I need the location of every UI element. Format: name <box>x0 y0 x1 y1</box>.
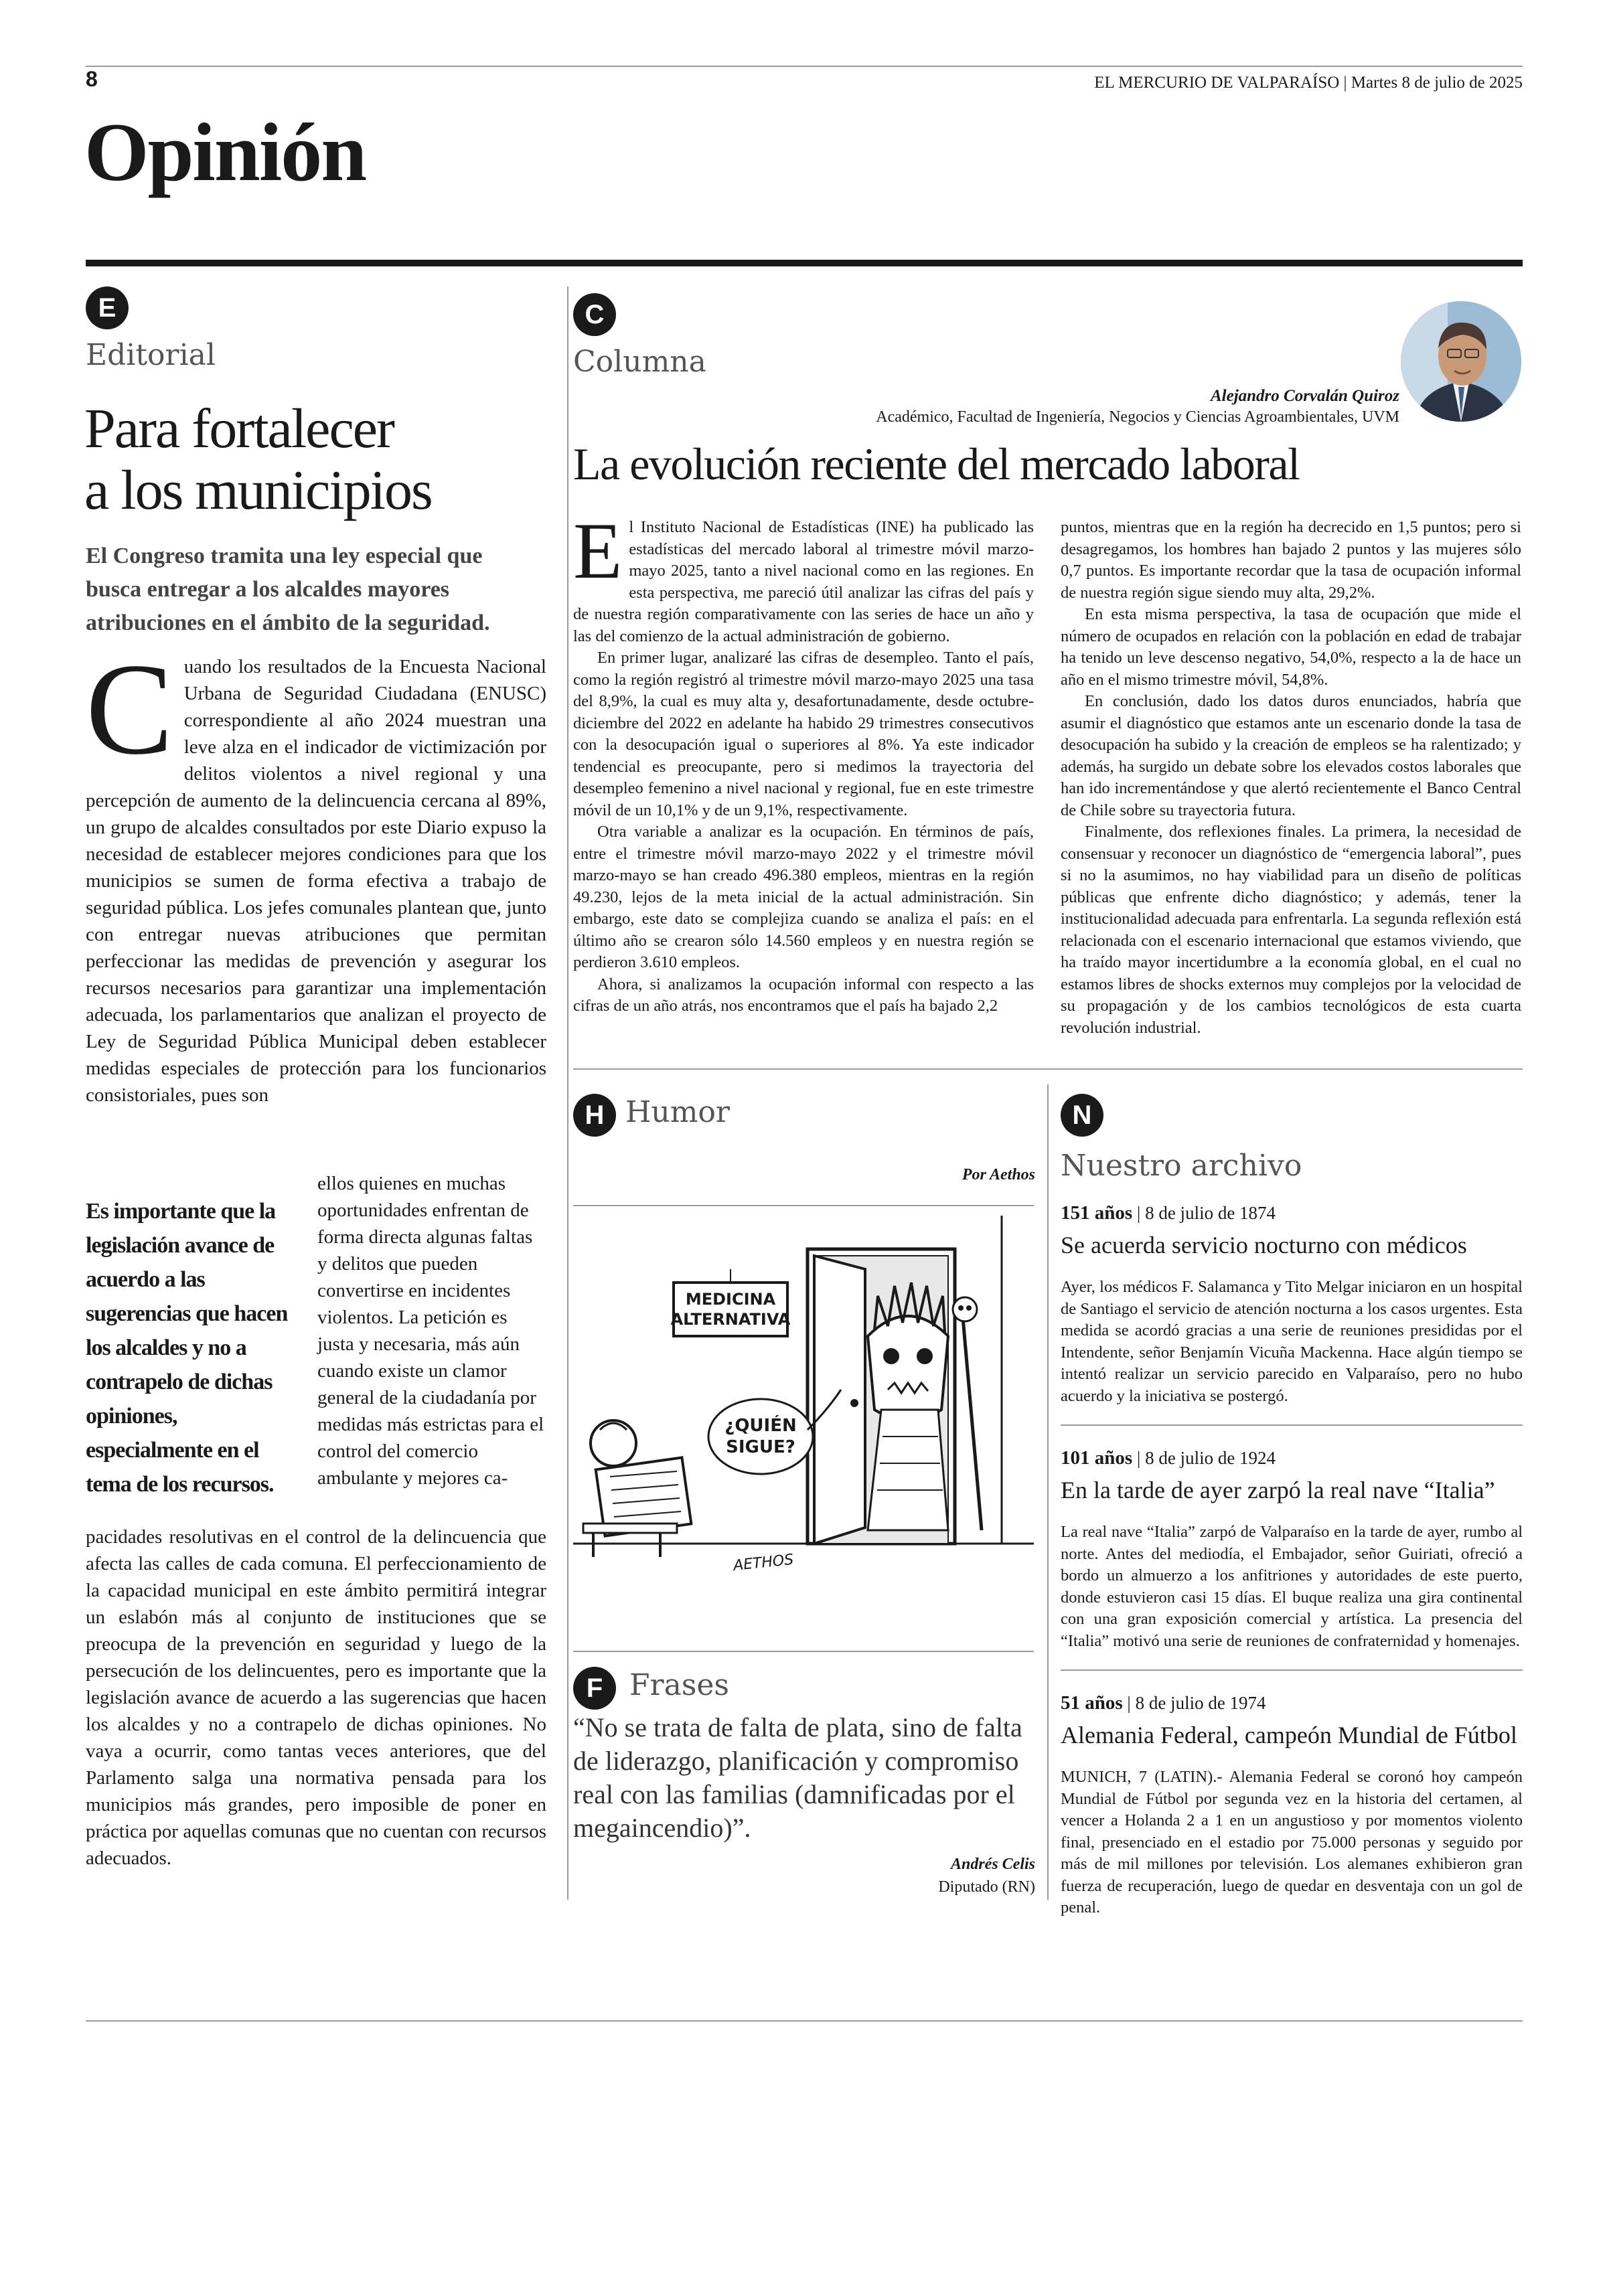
editorial-deck: El Congreso tramita una ley especial que busca entregar a los alcaldes mayores atribuciones en el ámbito de la seguridad. <box>86 544 490 635</box>
page-bottom-rule <box>86 2020 1523 2022</box>
archive-text: Ayer, los médicos F. Salamanca y Tito Melgar iniciaron en un hospital de Santiago el servicio de atención nocturna a los casos urgentes. Esta medida se acordó gracias a una serie de reuniones presididas por el Intendente, señor Benjamín Vicuña Mackenna. Hace algún tiempo se intentó realizar un servicio parecido en Valparaíso, pero no hubo acuerdo y la iniciativa se postergó. <box>1061 1278 1523 1405</box>
humor-label: Humor <box>625 1095 730 1129</box>
svg-text:AETHOS: AETHOS <box>733 1551 795 1574</box>
humor-credit: Por Aethos <box>962 1166 1035 1183</box>
cartoon-top-rule <box>573 1205 1034 1206</box>
column-paragraph: puntos, mientras que en la región ha decrecido en 1,5 puntos; pero si desagregamos, los hombres han bajado 2 puntos y las mujeres sólo 0,7 puntos. Es importante recordar que la tasa de ocupación informal de nuestra región sigue siendo muy alta, 29,2%. <box>1061 518 1521 602</box>
svg-text:SIGUE?: SIGUE? <box>726 1437 795 1457</box>
column-paragraph: En conclusión, dado los datos duros enunciados, habría que asumir el diagnóstico que estamos ante un escenario donde la tasa de desocupación ha subido y la creación de empleos se ha ralentizado; y además, ha surgido un debate sobre los elevados costos laborales que han ido incrementándose y que alertó recientemente el Banco Central de Chile sobre su trayectoria futura. <box>1061 692 1521 819</box>
archive-title: En la tarde de ayer zarpó la real nave “Italia” <box>1061 1477 1495 1503</box>
issue-date: Martes 8 de julio de 2025 <box>1351 74 1523 92</box>
archive-item-3: 51 años | 8 de julio de 1974 Alemania Federal, campeón Mundial de Fútbol MUNICH, 7 (LATIN).- Alemania Federal se coronó hoy campeón Mundial de Fútbol por segunda vez en la historia del certamen, al vencer a Holanda 2 a 1 en un angustioso y por momentos violento final, presenciado en el estadio por 75.000 personas y seguido por más de mil millones por televisión. Los alemanes exhibieron gran fuerza de recuperación, luego de quedar en desventaja con un gol de penal. <box>1061 1692 1523 1919</box>
column-title: La evolución reciente del mercado laboral <box>573 438 1300 489</box>
author-portrait-icon <box>1401 301 1521 422</box>
column-paragraph: En primer lugar, analizaré las cifras de desempleo. Tanto el país, como la región registró al trimestre móvil marzo-mayo 2025 una tasa del 8,9%, la cual es muy alta y, desafortunadamente, desde octubre-diciembre del 2022 en adelante ha habido 29 trimestres consecutivos con la desocupación igual o superiores al 8%. Ya este indicador tendencial es preocupante, pero si medimos la trayectoria del desempleo femenino a nivel nacional y regional, fue en este trimestre móvil de un 10,1% y de un 9,1%, respectivamente. <box>573 649 1034 819</box>
archive-years: 51 años <box>1061 1692 1123 1714</box>
archive-item-2: 101 años | 8 de julio de 1924 En la tarde de ayer zarpó la real nave “Italia” La real nave “Italia” zarpó de Valparaíso en la tarde de ayer, rumbo al norte. Antes del mediodía, el Embajador, señor Guiriati, ofreció a bordo un almuerzo a los anfitriones y autoridades de este puerto, donde estuvieron casi 15 días. El buque realiza una gira continental con una gran exposición comercial y artística. La presencia del “Italia” motivó una serie de reuniones de confraternidad y homenajes. <box>1061 1447 1523 1652</box>
column-paragraph: En esta misma perspectiva, la tasa de ocupación que mide el número de ocupados en relación con la población en edad de trabajar ha tenido un leve descenso negativo, 54,0%, respecto a la de hace un año en el mismo trimestre móvil, 54,8%. <box>1061 605 1521 689</box>
column-badge: C <box>573 293 616 336</box>
editorial-body-beside-quote: ellos quienes en muchas oportunidades enfrentan de forma directa algunas faltas y delitos que pueden convertirse en incidentes violentos. La petición es justa y necesaria, más aún cuando existe un clamor general de la ciudadanía por medidas más estrictas para el control del comercio ambulante y mejores ca- <box>317 1173 544 1489</box>
humor-archive-divider <box>1047 1084 1049 1900</box>
editorial-pullquote: Es importante que la legislación avance de acuerdo a las sugerencias que hacen los alcaldes y no a contrapelo de dichas opiniones, especialmente en el tema de los recursos. <box>86 1199 288 1497</box>
editorial-body-intro: uando los resultados de la Encuesta Nacional Urbana de Seguridad Ciudadana (ENUSC) correspondiente al año 2024 muestran una leve alza en el indicador de victimización por delitos violentos a nivel regional y una percepción de aumento de la delincuencia cercana al 89%, un grupo de alcaldes consultados por este Diario expuso la necesidad de establecer mejores condiciones para que los municipios se sumen de forma efectiva a trabajo de seguridad pública. Los jefes comunales plantean que, junto con entregar nuevas atribuciones que permitan perfeccionar las medidas de prevención y asegurar los recursos necesarios para garantizar una implementación adecuada, los parlamentarios que analizan el proyecto de Ley de Seguridad Pública Municipal deben establecer medidas especiales de protección para los funcionarios consistoriales, pues son <box>86 656 546 1106</box>
archive-date: 8 de julio de 1874 <box>1145 1203 1276 1223</box>
archive-text: MUNICH, 7 (LATIN).- Alemania Federal se coronó hoy campeón Mundial de Fútbol por segunda vez en la historia del certamen, al vencer a Holanda 2 a 1 en un angustioso y por momentos violento final, presenciado en el estadio por 75.000 personas y seguido por más de mil millones por televisión. Los alemanes exhibieron gran fuerza de recuperación, luego de quedar en desventaja con un gol de penal. <box>1061 1768 1523 1916</box>
editorial-title-line2: a los municipios <box>84 459 432 521</box>
header-thick-rule <box>86 260 1523 266</box>
frases-label: Frases <box>629 1668 729 1702</box>
archive-divider-1 <box>1061 1424 1523 1426</box>
newspaper-name: EL MERCURIO DE VALPARAÍSO <box>1094 74 1340 92</box>
column-paragraph: Finalmente, dos reflexiones finales. La primera, la necesidad de consensuar y reconocer un diagnóstico de “emergencia laboral”, pues si no la asumimos, no hay viabilidad para un diseño de políticas públicas que enfrente dicho diagnóstico; y además, tener la institucionalidad adecuada para enfrentarla. La segunda reflexión está relacionada con el escenario internacional que estamos viviendo, que ha traído mayor incertidumbre a la economía global, en el cual no estamos libres de shocks externos muy complejos por la velocidad de su propagación y de los cambios tecnológicos de esta cuarta revolución industrial. <box>1061 823 1521 1037</box>
column-paragraph: Ahora, si analizamos la ocupación informal con respecto a las cifras de un año atrás, nos encontramos que el país ha bajado 2,2 <box>573 975 1034 1015</box>
editorial-body-top <box>86 637 546 1109</box>
frases-role: Diputado (RN) <box>938 1878 1035 1896</box>
editorial-dropcap: C <box>86 637 173 782</box>
header-top-rule <box>86 66 1523 67</box>
frases-quote: “No se trata de falta de plata, sino de falta de liderazgo, planificación y compromiso real con las familias (damnificadas por el megaincendio)”. <box>573 1712 1022 1843</box>
column-bottom-rule <box>573 1068 1523 1070</box>
editorial-body-end: pacidades resolutivas en el control de la delincuencia que afecta las calles de cada comuna. El perfeccionamiento de la capacidad municipal en este ámbito permitirá integrar un eslabón más al conjunto de instituciones que se preocupa de la prevención en seguridad y luego de la persecución de los delincuentes, pero es importante que la legislación avance de acuerdo a las sugerencias que hacen los alcaldes y no a contrapelo de dichas opiniones. No vaya a ocurrir, como tantas veces anteriores, que del Parlamento salga una normativa pensada para los municipios más grandes, pero imposible de poner en práctica por aquellas comunas que no cuentan con recursos adecuados. <box>86 1526 546 1869</box>
frases-author: Andrés Celis <box>950 1856 1035 1873</box>
archive-divider-2 <box>1061 1669 1523 1671</box>
editorial-divider <box>567 286 568 1900</box>
svg-text:ALTERNATIVA: ALTERNATIVA <box>670 1310 791 1329</box>
section-title: Opinión <box>84 106 366 198</box>
editorial-label: Editorial <box>86 338 216 372</box>
frases-badge: F <box>573 1667 616 1710</box>
column-dropcap: E <box>573 506 623 595</box>
archive-date: 8 de julio de 1924 <box>1145 1448 1276 1468</box>
svg-text:MEDICINA: MEDICINA <box>685 1290 776 1309</box>
archive-title: Alemania Federal, campeón Mundial de Fútbol <box>1061 1722 1517 1748</box>
archive-label: Nuestro archivo <box>1061 1149 1302 1183</box>
humor-badge: H <box>573 1094 616 1137</box>
archive-text: La real nave “Italia” zarpó de Valparaíso en la tarde de ayer, rumbo al norte. Antes del mediodía, el Embajador, señor Guiriati, ofreció a bordo un almuerzo a los anfitriones y autoridades de este puerto, donde estuvieron casi 15 días. El buque realiza una gira continental con una gran exposición comercial y artística. La presencia del “Italia” motivó una serie de reuniones de confraternidad y homenajes. <box>1061 1523 1523 1650</box>
humor-cartoon <box>573 1209 1034 1597</box>
archive-years: 151 años <box>1061 1202 1133 1224</box>
svg-text:¿QUIÉN: ¿QUIÉN <box>724 1416 797 1436</box>
author-photo <box>1401 301 1521 422</box>
column-paragraph: Otra variable a analizar es la ocupación. En términos de país, entre el trimestre móvil marzo-mayo 2022 y el trimestre móvil marzo-mayo se han creado 496.380 empleos, mientras en la región 49.230, lejos de la meta inicial de la actual administración. Sin embargo, este dato se complejiza cuando se analiza el país: en el último año se crearon sólo 14.560 empleos y en nuestra región se perdieron 3.610 empleos. <box>573 823 1034 971</box>
editorial-headline <box>84 398 553 521</box>
column-author: Alejandro Corvalán Quiroz <box>1210 387 1399 405</box>
archive-title: Se acuerda servicio nocturno con médicos <box>1061 1232 1467 1258</box>
archive-years: 101 años <box>1061 1447 1133 1469</box>
column-body-col2 <box>1061 517 1521 1039</box>
cartoon-drawing-icon <box>573 1209 1034 1597</box>
column-label: Columna <box>573 345 706 379</box>
header-masthead: EL MERCURIO DE VALPARAÍSO | Martes 8 de julio de 2025 <box>1094 74 1523 92</box>
column-paragraph: El Instituto Nacional de Estadísticas (INE) ha publicado las estadísticas del mercado laboral al trimestre móvil marzo-mayo 2025, tanto a nivel nacional como en las regiones. En esta perspectiva, me pareció útil analizar las cifras del país y de nuestra región comparativamente con las series de hace un año y las del comienzo de la actual administración de gobierno. <box>573 506 1034 645</box>
editorial-title-line1: Para fortalecer <box>84 398 394 460</box>
column-body-col1 <box>573 506 1034 1017</box>
column-affiliation: Académico, Facultad de Ingeniería, Negocios y Ciencias Agroambientales, UVM <box>876 408 1399 426</box>
humor-bottom-rule <box>573 1651 1034 1652</box>
archive-date: 8 de julio de 1974 <box>1135 1693 1266 1713</box>
editorial-badge: E <box>86 286 129 329</box>
page-number: 8 <box>86 67 98 91</box>
archive-badge: N <box>1061 1094 1103 1137</box>
archive-item-1: 151 años | 8 de julio de 1874 Se acuerda servicio nocturno con médicos Ayer, los médicos F. Salamanca y Tito Melgar iniciaron en un hospital de Santiago el servicio de atención nocturna a los casos urgentes. Esta medida se acordó gracias a una serie de reuniones presididas por el Intendente, señor Benjamín Vicuña Mackenna. Hace algún tiempo se intentó realizar un servicio parecido en Valparaíso, pero no hubo acuerdo y la iniciativa se postergó. <box>1061 1202 1523 1407</box>
